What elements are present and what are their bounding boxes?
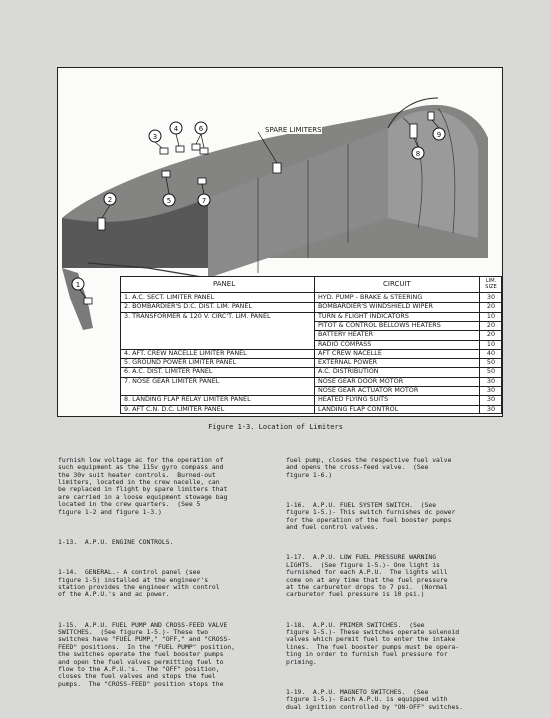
cell-panel: 1. A.C. SECT. LIMITER PANEL	[124, 293, 215, 301]
svg-text:7: 7	[201, 197, 207, 205]
svg-text:2: 2	[107, 196, 113, 204]
cell-size: 30	[486, 293, 496, 301]
cell-panel: 4. AFT. CREW NACELLE LIMITER PANEL	[124, 348, 247, 357]
svg-text:6: 6	[198, 125, 204, 133]
cell-size: 30	[486, 376, 496, 385]
table-row	[121, 349, 501, 358]
table-row	[121, 405, 501, 414]
cell-circuit: BATTERY HEATER	[318, 330, 374, 339]
cell-panel: 6. A.C. DIST. LIMITER PANEL	[124, 367, 213, 376]
table-row	[121, 321, 501, 330]
cell-panel: 9. AFT C.N. D.C. LIMITER PANEL	[124, 404, 225, 413]
cell-circuit: LANDING FLAP CONTROL	[318, 404, 399, 413]
row-divider	[121, 377, 501, 378]
callout-1	[72, 278, 84, 290]
cell-size: 30	[486, 404, 496, 413]
table-row	[121, 330, 501, 339]
cell-size: 20	[486, 330, 496, 339]
row-divider	[314, 340, 501, 341]
row-divider	[121, 302, 501, 303]
paragraph: 1-18. A.P.U. PRIMER SWITCHES. (See figure 1-5.)- These switches operate solenoid valves which permit fuel to enter the intake lines. The fuel booster pumps must be opera- ting in order to furnish fuel pressure for priming.	[286, 620, 460, 666]
header-panel: PANEL	[213, 280, 236, 288]
cell-circuit: A.C. DISTRIBUTION	[318, 367, 379, 376]
right-column	[286, 442, 491, 718]
row-divider	[121, 312, 501, 313]
cell-circuit: EXTERNAL POWER	[318, 358, 378, 367]
cell-circuit: AFT CREW NACELLE	[318, 348, 382, 357]
section-heading: 1-13. A.P.U. ENGINE CONTROLS.	[58, 537, 174, 546]
row-divider	[121, 395, 501, 396]
table-row	[121, 312, 501, 321]
callout-8	[412, 147, 424, 159]
cell-circuit: BOMBARDIER'S WINDSHIELD WIPER	[318, 302, 433, 311]
callout-3	[149, 130, 161, 142]
paragraph: 1-15. A.P.U. FUEL PUMP AND CROSS-FEED VALVE SWITCHES. (See figure 1-5.)- These two switches have "FUEL PUMP," "OFF," and "CROSS- FEED" positions. In the "FUEL PUMP" position, the switches operate the fuel booster pumps and open the fuel valves permitting fuel to flow to the A.P.U.'s. The "OFF" position, closes the fuel valves and stops the fuel pumps. The "CROSS-FEED" position stops the	[58, 620, 235, 688]
table-row	[121, 302, 501, 311]
row-divider	[121, 405, 501, 406]
callout-2	[104, 193, 116, 205]
svg-text:9: 9	[436, 131, 442, 139]
callout-6	[195, 122, 207, 134]
cell-panel: 5. GROUND POWER LIMITER PANEL	[124, 358, 237, 367]
svg-text:1: 1	[75, 281, 81, 289]
svg-text:4: 4	[173, 125, 179, 133]
paragraph: 1-19. A.P.U. MAGNETO SWITCHES. (See figure 1-5.)- Each A.P.U. is equipped with dual ignition controlled by "ON-OFF" switches.	[286, 687, 463, 711]
cell-panel: 2. BOMBARDIER'S D.C. DIST. LIM. PANEL	[124, 302, 253, 311]
left-column	[58, 442, 263, 696]
callout-5	[163, 194, 175, 206]
limiter-table	[120, 276, 502, 414]
row-divider	[314, 321, 501, 322]
table-row	[121, 395, 501, 404]
paragraph: fuel pump, closes the respective fuel valve and opens the cross-feed valve. (See figure 1-6.)	[286, 455, 452, 479]
cell-panel: 8. LANDING FLAP RELAY LIMITER PANEL	[124, 395, 251, 404]
row-divider	[314, 330, 501, 331]
cell-circuit: PITOT & CONTROL BELLOWS HEATERS	[318, 320, 441, 329]
row-divider	[121, 358, 501, 359]
cell-size: 20	[486, 302, 496, 311]
svg-text:5: 5	[166, 197, 172, 205]
callout-4	[170, 122, 182, 134]
cell-size: 20	[486, 320, 496, 329]
table-row	[121, 386, 501, 395]
table-header	[121, 277, 501, 293]
table-row	[121, 340, 501, 349]
cell-circuit: NOSE GEAR DOOR MOTOR	[318, 376, 404, 385]
cell-circuit: TURN & FLIGHT INDICATORS	[318, 311, 409, 320]
row-divider	[314, 386, 501, 387]
cell-size: 10	[486, 339, 496, 348]
svg-text:8: 8	[415, 150, 421, 158]
table-row	[121, 358, 501, 367]
row-divider	[121, 367, 501, 368]
cell-size: 50	[486, 358, 496, 367]
cell-circuit: HYD. PUMP - BRAKE & STEERING	[318, 293, 423, 301]
spare-limiters-label: SPARE LIMITERS	[265, 126, 322, 134]
cell-panel: 3. TRANSFORMER & 120 V. CIRC'T. LIM. PANEL	[124, 311, 271, 320]
svg-text:3: 3	[152, 133, 158, 141]
paragraph: 1-17. A.P.U. LOW FUEL PRESSURE WARNING LIGHTS. (See figure 1-5.)- One light is furnished for each A.P.U. The lights will come on at any time that the fuel pressure at the carburetor drops to 7 psi. (Normal carburetor fuel pressure is 10 psi.)	[286, 553, 448, 599]
figure-location-of-limiters	[57, 67, 503, 417]
callout-9	[433, 128, 445, 140]
cell-size: 40	[486, 348, 496, 357]
table-row	[121, 377, 501, 386]
cell-panel: 7. NOSE GEAR LIMITER PANEL	[124, 376, 220, 385]
header-circuit: CIRCUIT	[383, 280, 411, 288]
cell-circuit: HEATED FLYING SUITS	[318, 395, 389, 404]
paragraph: 1-16. A.P.U. FUEL SYSTEM SWITCH. (See figure 1-5.)- This switch furnishes dc power for the operation of the fuel booster pumps and fuel control valves.	[286, 500, 456, 532]
cell-size: 10	[486, 311, 496, 320]
paragraph: furnish low voltage ac for the operation of such equipment as the 115v gyro compass and the 30v suit heater controls. Burned-out limiters, located in the crew nacelle, can be replaced in flight by spare limiters that are carried in a loose equipment stowage bag located in the crew quarters. (See 5 figure 1-2 and figure 1-3.)	[58, 455, 228, 516]
cell-size: 30	[486, 395, 496, 404]
table-row	[121, 367, 501, 376]
cell-circuit: NOSE GEAR ACTUATOR MOTOR	[318, 386, 419, 394]
cell-size: 30	[486, 386, 496, 394]
cell-circuit: RADIO COMPASS	[318, 339, 372, 348]
callout-7	[198, 194, 210, 206]
figure-caption: Figure 1-3. Location of Limiters	[208, 423, 343, 431]
row-divider	[121, 349, 501, 350]
paragraph: 1-14. GENERAL.- A control panel (see figure 1-5) installed at the engineer's station provides the engineer with control of the A.P.U.'s and ac power.	[58, 568, 220, 599]
cell-size: 50	[486, 367, 496, 376]
table-row	[121, 293, 501, 302]
header-size: LIM. SIZE	[485, 278, 497, 290]
